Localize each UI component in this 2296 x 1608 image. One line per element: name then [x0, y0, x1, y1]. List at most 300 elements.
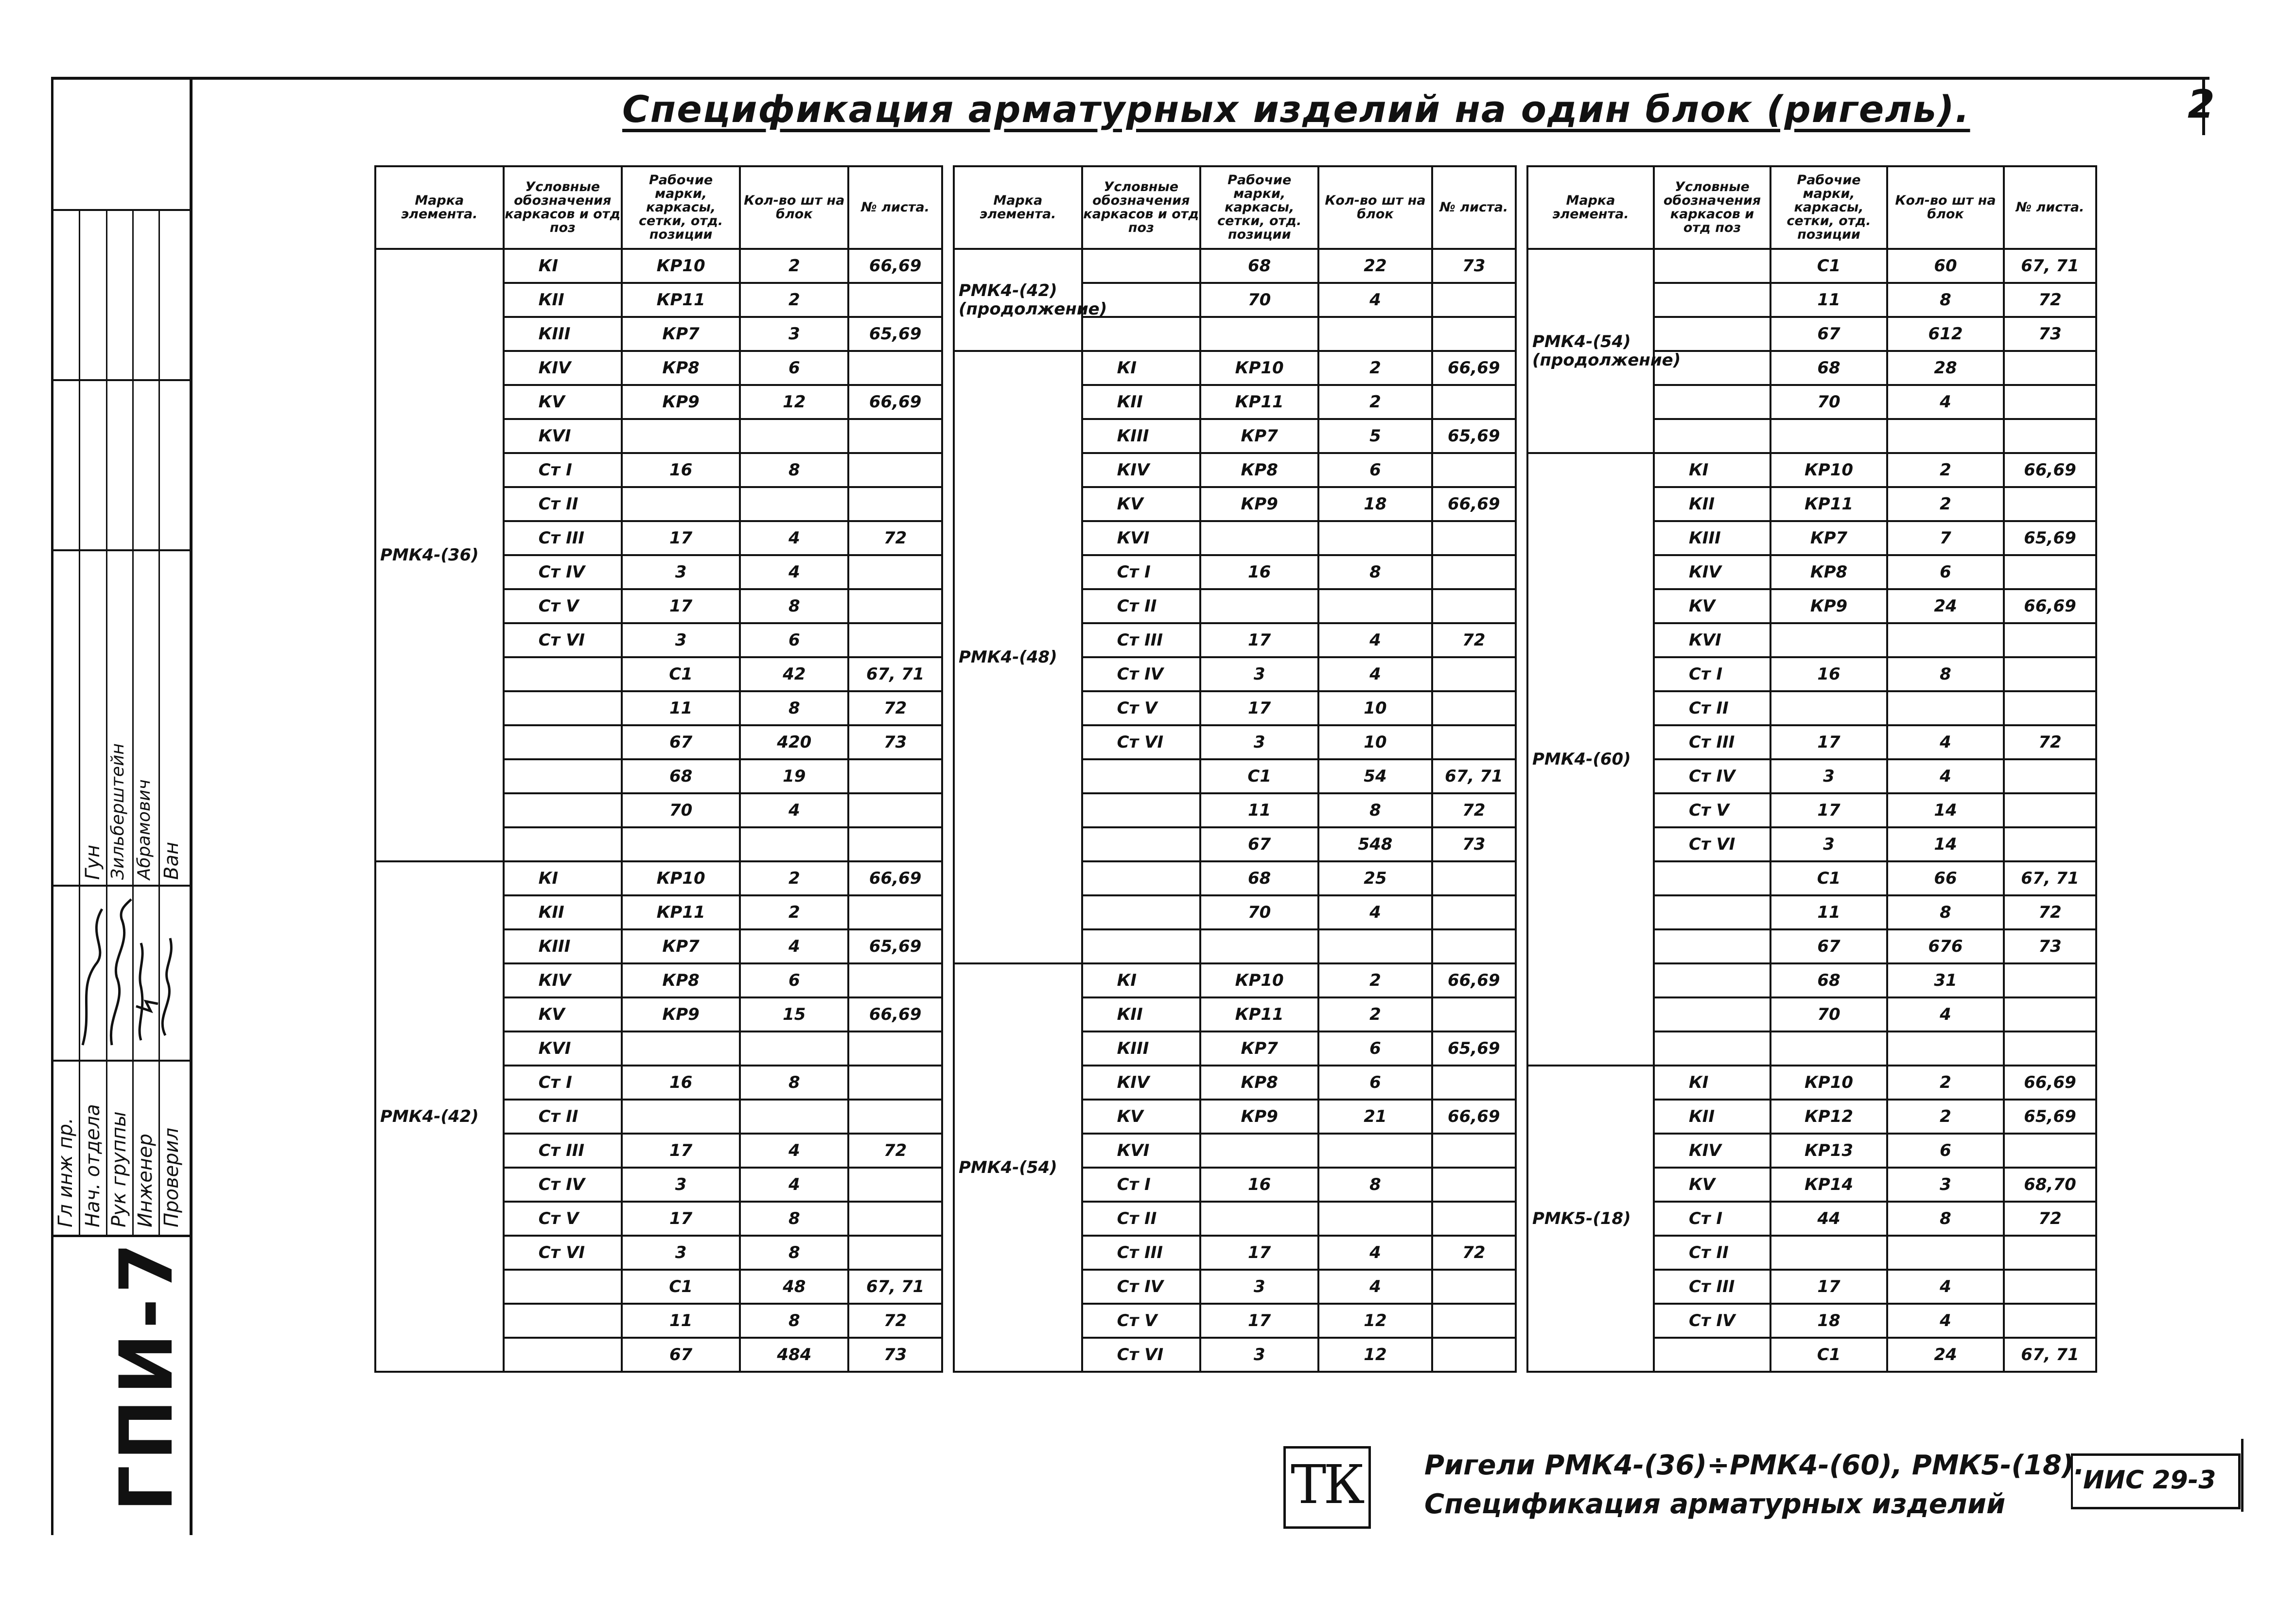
- quantity-cell: 10: [1318, 691, 1432, 725]
- sheet-cell: 66,69: [848, 997, 942, 1031]
- sidebar-line: [51, 1060, 192, 1062]
- stamp-description: [1424, 1446, 2085, 1524]
- quantity-cell: [1887, 623, 2004, 657]
- sheet-cell: [1432, 1304, 1516, 1338]
- quantity-cell: 14: [1887, 827, 2004, 861]
- col-header-working: Рабочие марки, каркасы, сетки, отд. позиции: [622, 166, 740, 249]
- sheet-cell: 65,69: [848, 929, 942, 963]
- working-mark-cell: КР11: [622, 283, 740, 317]
- quantity-cell: [1887, 1031, 2004, 1066]
- sheet-cell: [848, 1168, 942, 1202]
- role-label: Проверил: [160, 1127, 183, 1227]
- working-mark-cell: 67: [622, 1338, 740, 1372]
- sheet-cell: 65,69: [1432, 419, 1516, 453]
- sheet-cell: 73: [1432, 827, 1516, 861]
- designation-cell: КVI: [1082, 1134, 1200, 1168]
- working-mark-cell: 3: [1770, 759, 1887, 793]
- sheet-cell: [848, 351, 942, 385]
- designation-cell: КI: [1082, 963, 1200, 997]
- designation-cell: Ст III: [1082, 1236, 1200, 1270]
- quantity-cell: 3: [740, 317, 848, 351]
- sheet-cell: [848, 419, 942, 453]
- working-mark-cell: КР11: [1200, 997, 1318, 1031]
- page-title: Спецификация арматурных изделий на один блок (ригель).: [622, 87, 1970, 131]
- designation-cell: [1082, 827, 1200, 861]
- quantity-cell: 2: [1887, 487, 2004, 521]
- quantity-cell: [740, 1100, 848, 1134]
- quantity-cell: 2: [740, 861, 848, 895]
- designation-cell: [504, 1270, 622, 1304]
- working-mark-cell: 17: [1770, 1270, 1887, 1304]
- quantity-cell: [1887, 1236, 2004, 1270]
- designation-cell: [1082, 929, 1200, 963]
- working-mark-cell: [1200, 317, 1318, 351]
- quantity-cell: [1887, 419, 2004, 453]
- sheet-cell: 66,69: [1432, 487, 1516, 521]
- sheet-cell: 72: [2004, 895, 2096, 929]
- working-mark-cell: 17: [1770, 793, 1887, 827]
- working-mark-cell: 68: [622, 759, 740, 793]
- sheet-cell: [2004, 1134, 2096, 1168]
- sheet-cell: 72: [1432, 623, 1516, 657]
- working-mark-cell: КР7: [1200, 419, 1318, 453]
- quantity-cell: 5: [1318, 419, 1432, 453]
- designation-cell: КIV: [504, 351, 622, 385]
- working-mark-cell: 68: [1770, 963, 1887, 997]
- quantity-cell: 19: [740, 759, 848, 793]
- quantity-cell: 8: [740, 1202, 848, 1236]
- sheet-cell: [2004, 963, 2096, 997]
- sheet-cell: 73: [2004, 317, 2096, 351]
- col-header-quantity: Кол-во шт на блок: [1318, 166, 1432, 249]
- col-header-sheet: № листа.: [848, 166, 942, 249]
- working-mark-cell: С1: [1770, 1338, 1887, 1372]
- designation-cell: Ст V: [1654, 793, 1770, 827]
- designation-cell: [1654, 997, 1770, 1031]
- working-mark-cell: 3: [622, 1236, 740, 1270]
- designation-cell: Ст IV: [1082, 1270, 1200, 1304]
- designation-cell: [504, 827, 622, 861]
- working-mark-cell: 17: [1200, 623, 1318, 657]
- working-mark-cell: КР9: [1200, 487, 1318, 521]
- designation-cell: [504, 793, 622, 827]
- working-mark-cell: 70: [1200, 895, 1318, 929]
- designation-cell: Ст V: [504, 589, 622, 623]
- working-mark-cell: КР10: [622, 249, 740, 283]
- working-mark-cell: КР13: [1770, 1134, 1887, 1168]
- sheet-cell: [2004, 1031, 2096, 1066]
- working-mark-cell: 16: [1200, 1168, 1318, 1202]
- quantity-cell: 2: [740, 283, 848, 317]
- quantity-cell: 4: [740, 1134, 848, 1168]
- sheet-cell: 72: [848, 1134, 942, 1168]
- designation-cell: Ст I: [1082, 1168, 1200, 1202]
- quantity-cell: [740, 487, 848, 521]
- working-mark-cell: 16: [1200, 555, 1318, 589]
- sidebar-line: [51, 885, 192, 887]
- sheet-cell: [2004, 827, 2096, 861]
- working-mark-cell: 16: [622, 453, 740, 487]
- col-header-quantity: Кол-во шт на блок: [740, 166, 848, 249]
- sidebar-line: [51, 209, 192, 211]
- working-mark-cell: [622, 1100, 740, 1134]
- designation-cell: КVI: [504, 1031, 622, 1066]
- designation-cell: КII: [504, 895, 622, 929]
- working-mark-cell: 67: [1200, 827, 1318, 861]
- col-header-designation: Условные обозначения каркасов и отд поз: [504, 166, 622, 249]
- designation-cell: [504, 1304, 622, 1338]
- working-mark-cell: [622, 419, 740, 453]
- col-header-working: Рабочие марки, каркасы, сетки, отд. позиции: [1770, 166, 1887, 249]
- quantity-cell: 2: [1318, 385, 1432, 419]
- quantity-cell: 676: [1887, 929, 2004, 963]
- designation-cell: [1082, 759, 1200, 793]
- designation-cell: [1654, 929, 1770, 963]
- designation-cell: КIII: [1654, 521, 1770, 555]
- quantity-cell: 8: [1887, 1202, 2004, 1236]
- quantity-cell: 4: [1887, 385, 2004, 419]
- quantity-cell: [1318, 929, 1432, 963]
- quantity-cell: 7: [1887, 521, 2004, 555]
- frame-top: [51, 77, 2209, 80]
- designation-cell: КI: [504, 861, 622, 895]
- stamp-line-1: Ригели РМК4-(36)÷РМК4-(60), РМК5-(18).: [1424, 1450, 2085, 1481]
- working-mark-cell: 3: [1200, 657, 1318, 691]
- quantity-cell: 8: [1887, 895, 2004, 929]
- quantity-cell: [740, 419, 848, 453]
- sheet-cell: 72: [2004, 1202, 2096, 1236]
- sheet-cell: [2004, 1270, 2096, 1304]
- working-mark-cell: КР8: [622, 351, 740, 385]
- sheet-cell: [2004, 1304, 2096, 1338]
- quantity-cell: 4: [1318, 1270, 1432, 1304]
- working-mark-cell: КР7: [1770, 521, 1887, 555]
- designation-cell: КIV: [504, 963, 622, 997]
- sheet-cell: [2004, 657, 2096, 691]
- working-mark-cell: [622, 827, 740, 861]
- quantity-cell: [1318, 317, 1432, 351]
- working-mark-cell: 68: [1200, 249, 1318, 283]
- designation-cell: Ст II: [1082, 589, 1200, 623]
- designation-cell: КI: [1654, 453, 1770, 487]
- sheet-cell: 66,69: [2004, 589, 2096, 623]
- sheet-cell: [848, 963, 942, 997]
- designation-cell: [1654, 419, 1770, 453]
- table-row: [954, 963, 1516, 997]
- sheet-cell: [1432, 317, 1516, 351]
- quantity-cell: [1318, 521, 1432, 555]
- name-label: Абрамович: [134, 779, 154, 880]
- working-mark-cell: КР10: [622, 861, 740, 895]
- sheet-cell: [1432, 283, 1516, 317]
- quantity-cell: 8: [1318, 1168, 1432, 1202]
- working-mark-cell: КР9: [1770, 589, 1887, 623]
- designation-cell: Ст VI: [1082, 1338, 1200, 1372]
- working-mark-cell: КР9: [622, 385, 740, 419]
- col-header-quantity: Кол-во шт на блок: [1887, 166, 2004, 249]
- working-mark-cell: КР9: [622, 997, 740, 1031]
- designation-cell: КV: [1082, 1100, 1200, 1134]
- sheet-cell: 72: [1432, 1236, 1516, 1270]
- working-mark-cell: [1770, 691, 1887, 725]
- designation-cell: Ст IV: [1082, 657, 1200, 691]
- quantity-cell: 24: [1887, 1338, 2004, 1372]
- sheet-cell: 66,69: [2004, 453, 2096, 487]
- working-mark-cell: 17: [1200, 1304, 1318, 1338]
- quantity-cell: 484: [740, 1338, 848, 1372]
- sheet-cell: [1432, 1202, 1516, 1236]
- designation-cell: [504, 657, 622, 691]
- quantity-cell: 8: [740, 589, 848, 623]
- designation-cell: [504, 725, 622, 759]
- quantity-cell: [1318, 1202, 1432, 1236]
- working-mark-cell: КР11: [1200, 385, 1318, 419]
- sheet-cell: 73: [848, 1338, 942, 1372]
- sheet-cell: [2004, 419, 2096, 453]
- working-mark-cell: 17: [1200, 1236, 1318, 1270]
- sidebar-col: [106, 209, 107, 1235]
- working-mark-cell: С1: [1200, 759, 1318, 793]
- quantity-cell: 2: [1887, 1100, 2004, 1134]
- quantity-cell: 4: [1887, 725, 2004, 759]
- sheet-cell: 73: [848, 725, 942, 759]
- quantity-cell: 8: [1887, 657, 2004, 691]
- quantity-cell: 2: [1318, 963, 1432, 997]
- quantity-cell: 4: [1318, 657, 1432, 691]
- quantity-cell: 8: [740, 1066, 848, 1100]
- quantity-cell: 4: [1318, 283, 1432, 317]
- sheet-cell: [1432, 385, 1516, 419]
- working-mark-cell: 3: [622, 555, 740, 589]
- sheet-cell: 72: [1432, 793, 1516, 827]
- element-mark-cell: РМК4-(42): [375, 861, 504, 1372]
- working-mark-cell: [1770, 419, 1887, 453]
- designation-cell: Ст II: [504, 1100, 622, 1134]
- working-mark-cell: 70: [1200, 283, 1318, 317]
- working-mark-cell: [1200, 929, 1318, 963]
- quantity-cell: 42: [740, 657, 848, 691]
- sheet-cell: [2004, 793, 2096, 827]
- working-mark-cell: КР11: [622, 895, 740, 929]
- working-mark-cell: КР8: [1770, 555, 1887, 589]
- sheet-cell: [848, 487, 942, 521]
- quantity-cell: 15: [740, 997, 848, 1031]
- designation-cell: [1082, 861, 1200, 895]
- frame-left-margin: [51, 77, 53, 1535]
- sheet-cell: 66,69: [848, 861, 942, 895]
- working-mark-cell: КР7: [622, 929, 740, 963]
- sheet-cell: 67, 71: [2004, 1338, 2096, 1372]
- sheet-cell: [1432, 895, 1516, 929]
- designation-cell: Ст V: [504, 1202, 622, 1236]
- quantity-cell: 2: [1887, 453, 2004, 487]
- designation-cell: Ст I: [504, 453, 622, 487]
- quantity-cell: 2: [1887, 1066, 2004, 1100]
- working-mark-cell: КР10: [1770, 453, 1887, 487]
- signatures-picture: [73, 890, 190, 1055]
- designation-cell: КIV: [1082, 1066, 1200, 1100]
- designation-cell: [1654, 249, 1770, 283]
- working-mark-cell: 16: [1770, 657, 1887, 691]
- working-mark-cell: КР11: [1770, 487, 1887, 521]
- sheet-cell: [848, 555, 942, 589]
- working-mark-cell: КР8: [1200, 1066, 1318, 1100]
- designation-cell: Ст II: [1654, 1236, 1770, 1270]
- working-mark-cell: КР8: [1200, 453, 1318, 487]
- designation-cell: Ст VI: [1082, 725, 1200, 759]
- working-mark-cell: КР10: [1200, 963, 1318, 997]
- designation-cell: КII: [1654, 487, 1770, 521]
- working-mark-cell: 11: [1200, 793, 1318, 827]
- working-mark-cell: [1770, 1031, 1887, 1066]
- quantity-cell: 8: [740, 1236, 848, 1270]
- sheet-cell: 72: [2004, 283, 2096, 317]
- quantity-cell: 18: [1318, 487, 1432, 521]
- quantity-cell: 12: [1318, 1304, 1432, 1338]
- designation-cell: Ст IV: [1654, 1304, 1770, 1338]
- sheet-cell: 73: [2004, 929, 2096, 963]
- quantity-cell: 6: [740, 623, 848, 657]
- sheet-cell: [1432, 657, 1516, 691]
- quantity-cell: 3: [1887, 1168, 2004, 1202]
- sheet-cell: [1432, 1134, 1516, 1168]
- designation-cell: Ст III: [1082, 623, 1200, 657]
- sheet-cell: [848, 453, 942, 487]
- designation-cell: КIII: [504, 929, 622, 963]
- quantity-cell: 8: [740, 1304, 848, 1338]
- designation-cell: [1654, 283, 1770, 317]
- designation-cell: КVI: [1082, 521, 1200, 555]
- working-mark-cell: 68: [1200, 861, 1318, 895]
- working-mark-cell: [1770, 1236, 1887, 1270]
- col-header-sheet: № листа.: [1432, 166, 1516, 249]
- designation-cell: КII: [1654, 1100, 1770, 1134]
- role-label: Рук группы: [108, 1111, 130, 1227]
- quantity-cell: 54: [1318, 759, 1432, 793]
- sheet-cell: 67, 71: [2004, 249, 2096, 283]
- designation-cell: [1654, 895, 1770, 929]
- sidebar-col: [158, 209, 160, 1235]
- working-mark-cell: 3: [1200, 725, 1318, 759]
- quantity-cell: 6: [1887, 555, 2004, 589]
- designation-cell: Ст II: [504, 487, 622, 521]
- working-mark-cell: 17: [622, 1202, 740, 1236]
- element-mark-cell: РМК4-(54): [954, 963, 1082, 1372]
- working-mark-cell: С1: [1770, 861, 1887, 895]
- quantity-cell: 22: [1318, 249, 1432, 283]
- quantity-cell: 24: [1887, 589, 2004, 623]
- quantity-cell: 4: [1318, 895, 1432, 929]
- designation-cell: КV: [504, 997, 622, 1031]
- designation-cell: КII: [1082, 385, 1200, 419]
- sheet-cell: 67, 71: [848, 657, 942, 691]
- working-mark-cell: 68: [1770, 351, 1887, 385]
- quantity-cell: 6: [1887, 1134, 2004, 1168]
- sheet-cell: 67, 71: [848, 1270, 942, 1304]
- working-mark-cell: КР14: [1770, 1168, 1887, 1202]
- sheet-cell: 65,69: [848, 317, 942, 351]
- working-mark-cell: 17: [622, 589, 740, 623]
- quantity-cell: 60: [1887, 249, 2004, 283]
- working-mark-cell: 17: [622, 521, 740, 555]
- col-header-working: Рабочие марки, каркасы, сетки, отд. позиции: [1200, 166, 1318, 249]
- designation-cell: [504, 691, 622, 725]
- quantity-cell: 612: [1887, 317, 2004, 351]
- sheet-cell: [1432, 1066, 1516, 1100]
- designation-cell: КV: [1082, 487, 1200, 521]
- element-mark-cell: РМК4-(54) (продолжение): [1527, 249, 1654, 453]
- element-mark-cell: РМК4-(42) (продолжение): [954, 249, 1082, 351]
- sidebar-col: [79, 209, 80, 1235]
- sheet-cell: [848, 1202, 942, 1236]
- sidebar-line: [51, 549, 192, 551]
- quantity-cell: 4: [1887, 1270, 2004, 1304]
- designation-cell: Ст IV: [504, 1168, 622, 1202]
- quantity-cell: 8: [1318, 793, 1432, 827]
- working-mark-cell: 67: [1770, 317, 1887, 351]
- working-mark-cell: 11: [622, 1304, 740, 1338]
- designation-cell: КI: [1654, 1066, 1770, 1100]
- spec-table-middle: [953, 165, 1517, 1373]
- designation-cell: Ст III: [504, 1134, 622, 1168]
- designation-cell: КIII: [504, 317, 622, 351]
- element-mark-cell: РМК4-(60): [1527, 453, 1654, 1066]
- sheet-cell: 65,69: [2004, 521, 2096, 555]
- sheet-cell: [1432, 1338, 1516, 1372]
- working-mark-cell: 70: [622, 793, 740, 827]
- designation-cell: Ст I: [504, 1066, 622, 1100]
- role-label: Нач. отдела: [82, 1104, 104, 1227]
- col-header-mark: Марка элемента.: [375, 166, 504, 249]
- working-mark-cell: [1200, 1202, 1318, 1236]
- quantity-cell: 4: [1887, 1304, 2004, 1338]
- quantity-cell: 12: [1318, 1338, 1432, 1372]
- working-mark-cell: 3: [622, 623, 740, 657]
- designation-cell: КIII: [1082, 1031, 1200, 1066]
- working-mark-cell: 3: [622, 1168, 740, 1202]
- working-mark-cell: КР10: [1200, 351, 1318, 385]
- role-label: Гл инж пр.: [54, 1118, 77, 1227]
- sheet-cell: [2004, 691, 2096, 725]
- quantity-cell: 8: [740, 691, 848, 725]
- working-mark-cell: 3: [1200, 1338, 1318, 1372]
- sheet-cell: [848, 793, 942, 827]
- working-mark-cell: 11: [622, 691, 740, 725]
- col-header-mark: Марка элемента.: [1527, 166, 1654, 249]
- sheet-number: 2: [2188, 82, 2215, 127]
- sidebar-line: [51, 379, 192, 381]
- sheet-cell: [2004, 555, 2096, 589]
- series-code: ГПИ-7: [105, 1238, 189, 1512]
- designation-cell: КV: [1654, 589, 1770, 623]
- designation-cell: [1654, 861, 1770, 895]
- working-mark-cell: [622, 1031, 740, 1066]
- designation-cell: КI: [1082, 351, 1200, 385]
- sheet-cell: [848, 283, 942, 317]
- table-row: [954, 351, 1516, 385]
- designation-cell: [1654, 317, 1770, 351]
- sheet-cell: [848, 759, 942, 793]
- quantity-cell: 6: [740, 351, 848, 385]
- col-header-designation: Условные обозначения каркасов и отд поз: [1082, 166, 1200, 249]
- sheet-cell: [2004, 1236, 2096, 1270]
- designation-cell: Ст IV: [504, 555, 622, 589]
- working-mark-cell: 17: [622, 1134, 740, 1168]
- sheet-cell: 72: [848, 521, 942, 555]
- table-row: [954, 249, 1516, 283]
- name-label: Ван: [160, 841, 183, 880]
- quantity-cell: 4: [740, 521, 848, 555]
